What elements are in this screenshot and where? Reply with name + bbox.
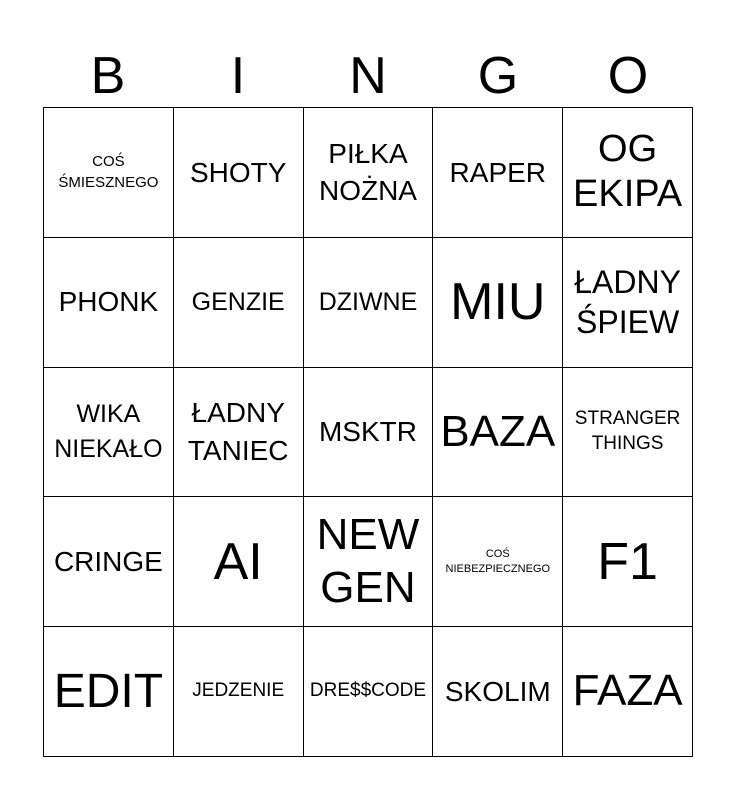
cell-text: PIŁKA NOŻNA [318,137,417,207]
cell-text: F1 [597,532,658,591]
cell-text: BAZA [440,406,556,456]
bingo-cell[interactable] [433,627,563,757]
cell-text: GENZIE [191,287,285,316]
bingo-cell[interactable] [174,108,304,238]
bingo-cell[interactable] [563,108,693,238]
cell-text: WIKA NIEKAŁO [54,399,163,463]
cell-text: DRE$$CODE [309,680,427,702]
bingo-cell[interactable] [563,368,693,498]
bingo-cell[interactable] [304,368,434,498]
cell-text: PHONK [58,286,159,318]
bingo-cell[interactable] [44,627,174,757]
bingo-grid [43,107,693,757]
bingo-cell[interactable] [44,368,174,498]
bingo-cell[interactable] [563,627,693,757]
bingo-cell[interactable] [433,238,563,368]
bingo-cell[interactable] [174,627,304,757]
bingo-cell[interactable] [304,108,434,238]
cell-text: OG EKIPA [573,127,683,216]
bingo-cell[interactable] [174,238,304,368]
cell-text: JEDZENIE [192,680,285,702]
cell-text: COŚ NIEBEZPIECZNEGO [445,547,551,575]
cell-text: DZIWNE [318,287,418,316]
cell-text: FAZA [572,666,683,716]
bingo-cell[interactable] [44,497,174,627]
bingo-cell[interactable] [44,108,174,238]
bingo-cell[interactable] [44,238,174,368]
header-letter-o: O [607,47,649,105]
cell-text: AI [213,532,263,591]
header-letter-n: N [349,47,387,105]
cell-text: EDIT [53,664,164,718]
cell-text: MIU [450,273,546,331]
bingo-cell[interactable] [433,108,563,238]
bingo-cell[interactable] [563,497,693,627]
bingo-cell[interactable] [174,368,304,498]
cell-text: SHOTY [189,156,287,188]
cell-text: NEW GEN [316,509,420,612]
bingo-cell[interactable] [174,497,304,627]
bingo-cell[interactable] [304,627,434,757]
bingo-cell[interactable] [304,497,434,627]
header-letter-g: G [477,47,519,105]
bingo-header [43,44,693,108]
cell-text: ŁADNY TANIEC [187,397,289,466]
cell-text: COŚ ŚMIESZNEGO [58,153,159,192]
cell-text: SKOLIM [444,675,551,707]
header-letter-b: B [90,47,126,105]
bingo-cell[interactable] [433,368,563,498]
cell-text: STRANGER THINGS [574,408,681,454]
cell-text: MSKTR [318,416,417,448]
cell-text: RAPER [449,156,547,188]
cell-text: ŁADNY ŚPIEW [574,264,681,341]
bingo-cell[interactable] [433,497,563,627]
bingo-cell[interactable] [563,238,693,368]
bingo-cell[interactable] [304,238,434,368]
header-letter-i: I [230,47,246,105]
cell-text: CRINGE [53,545,163,577]
